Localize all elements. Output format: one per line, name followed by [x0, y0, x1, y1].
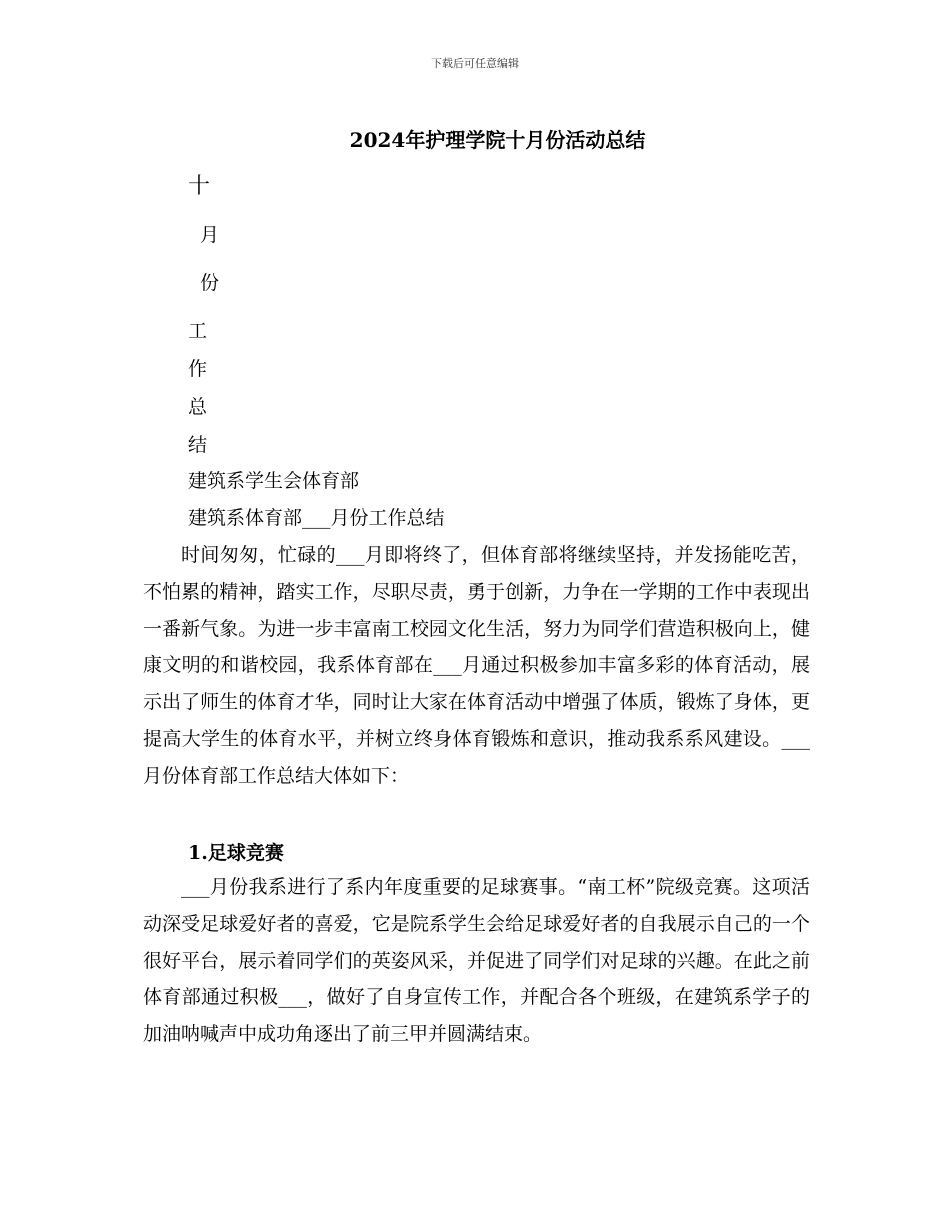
paragraph-football	[143, 869, 810, 1053]
subtitle-line: 建筑系体育部___月份工作总结	[188, 507, 445, 529]
vertical-char: 份	[200, 272, 220, 294]
department-line: 建筑系学生会体育部	[188, 470, 360, 492]
document-title: 2024年护理学院十月份活动总结	[349, 128, 646, 152]
vertical-char: 作	[188, 358, 208, 380]
paragraph-intro	[143, 537, 810, 795]
paragraph-football-text: ___月份我系进行了系内年度重要的足球赛事。“南工杯”院级竞赛。这项活动深受足球爱好者的喜爱，它是院系学生会给足球爱好者的自我展示自己的一个很好平台，展示着同学们的英姿风采，并促进了同学们对足球的兴趣。在此之前体育部通过积极___，做好了自身宣传工作，并配合各个班级，在建筑系学子的加油呐喊声中成功角逐出了前三甲并圆满结束。	[143, 876, 810, 1046]
vertical-char: 工	[188, 320, 208, 342]
paragraph-intro-text: 时间匆匆，忙碌的___月即将终了，但体育部将继续坚持，并发扬能吃苦，不怕累的精神，踏实工作，尽职尽责，勇于创新，力争在一学期的工作中表现出一番新气象。为进一步丰富南工校园文化生活，努力为同学们营造积极向上，健康文明的和谐校园，我系体育部在___月通过积极参加丰富多彩的体育活动，展示出了师生的体育才华，同时让大家在体育活动中增强了体质，锻炼了身体，更提高大学生的体育水平，并树立终身体育锻炼和意识，推动我系系风建设。___月份体育部工作总结大体如下：	[143, 544, 810, 787]
vertical-char: 结	[188, 434, 208, 456]
section-heading-football: 1.足球竞赛	[188, 842, 284, 864]
vertical-char: 十	[188, 174, 211, 199]
header-note: 下载后可任意编辑	[431, 57, 519, 70]
vertical-char: 总	[188, 396, 208, 418]
vertical-char: 月	[200, 224, 220, 246]
